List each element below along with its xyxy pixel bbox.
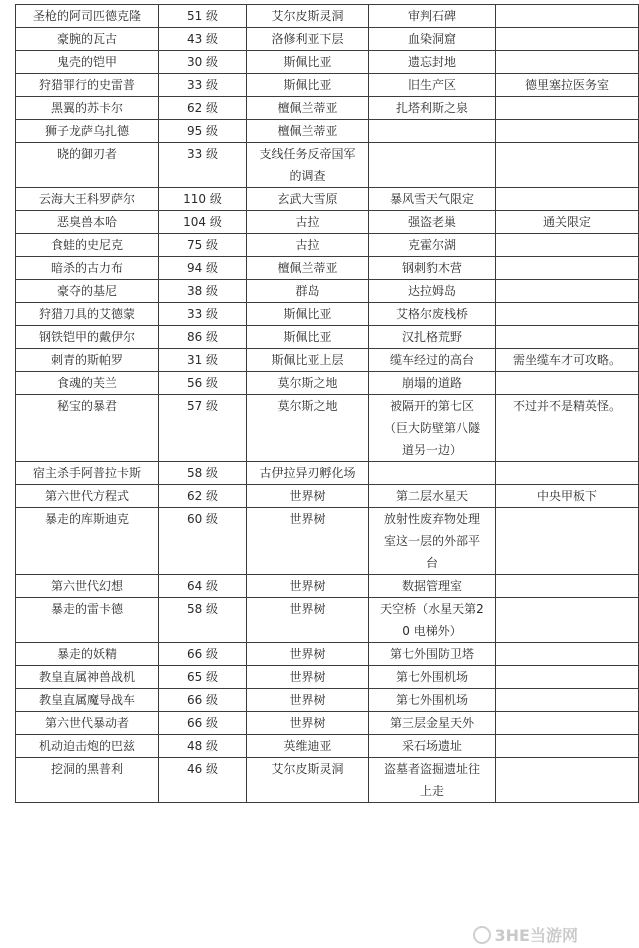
- location-cell: 强盗老巢: [369, 211, 496, 234]
- location-cell: 放射性废弃物处理室这一层的外部平台: [369, 508, 496, 575]
- monster-name-cell: 狩猎罪行的史雷普: [16, 74, 159, 97]
- region-cell: 英维迪亚: [247, 735, 369, 758]
- note-cell: [496, 643, 639, 666]
- watermark-brand: 3HE当游网: [494, 926, 578, 945]
- monster-name-cell: 第六世代方程式: [16, 485, 159, 508]
- table-row: [16, 28, 639, 51]
- swirl-logo-icon: [473, 926, 491, 944]
- level-cell: 48 级: [159, 735, 247, 758]
- monster-name-cell: 暴走的妖精: [16, 643, 159, 666]
- region-cell: 群岛: [247, 280, 369, 303]
- note-cell: [496, 462, 639, 485]
- monster-name-cell: 教皇直属神兽战机: [16, 666, 159, 689]
- note-cell: [496, 508, 639, 575]
- location-cell: [369, 143, 496, 188]
- region-cell: 世界树: [247, 643, 369, 666]
- table-row: [16, 257, 639, 280]
- table-row: [16, 598, 639, 643]
- monster-name-cell: 狩猎刀具的艾德蒙: [16, 303, 159, 326]
- monster-name-cell: 云海大王科罗萨尔: [16, 188, 159, 211]
- table-row: [16, 211, 639, 234]
- level-cell: 51 级: [159, 5, 247, 28]
- level-cell: 64 级: [159, 575, 247, 598]
- table-row: [16, 51, 639, 74]
- region-cell: 古伊拉异刃孵化场: [247, 462, 369, 485]
- table-row: [16, 372, 639, 395]
- region-cell: 世界树: [247, 575, 369, 598]
- level-cell: 31 级: [159, 349, 247, 372]
- level-cell: 46 级: [159, 758, 247, 803]
- table-row: [16, 712, 639, 735]
- level-cell: 30 级: [159, 51, 247, 74]
- table-row: [16, 395, 639, 462]
- note-cell: 需坐缆车才可攻略。: [496, 349, 639, 372]
- level-cell: 57 级: [159, 395, 247, 462]
- level-cell: 62 级: [159, 97, 247, 120]
- table-row: [16, 462, 639, 485]
- level-cell: 75 级: [159, 234, 247, 257]
- region-cell: 洛修利亚下层: [247, 28, 369, 51]
- table-row: [16, 735, 639, 758]
- note-cell: [496, 575, 639, 598]
- monster-name-cell: 鬼壳的铠甲: [16, 51, 159, 74]
- region-cell: 世界树: [247, 712, 369, 735]
- level-cell: 95 级: [159, 120, 247, 143]
- location-cell: 第七外围防卫塔: [369, 643, 496, 666]
- note-cell: [496, 120, 639, 143]
- region-cell: 斯佩比亚: [247, 326, 369, 349]
- table-row: [16, 234, 639, 257]
- table-row: [16, 326, 639, 349]
- level-cell: 60 级: [159, 508, 247, 575]
- region-cell: 支线任务反帝国军的调查: [247, 143, 369, 188]
- location-cell: 天空桥（水星天第20 电梯外）: [369, 598, 496, 643]
- location-cell: 第三层金星天外: [369, 712, 496, 735]
- location-cell: 扎塔利斯之泉: [369, 97, 496, 120]
- location-cell: 汉扎格荒野: [369, 326, 496, 349]
- table-row: [16, 5, 639, 28]
- location-cell: 遗忘封地: [369, 51, 496, 74]
- table-row: [16, 120, 639, 143]
- level-cell: 38 级: [159, 280, 247, 303]
- level-cell: 66 级: [159, 712, 247, 735]
- region-cell: 斯佩比亚: [247, 74, 369, 97]
- region-cell: 檀佩兰蒂亚: [247, 97, 369, 120]
- table-row: [16, 303, 639, 326]
- location-cell: 第二层水星天: [369, 485, 496, 508]
- level-cell: 58 级: [159, 462, 247, 485]
- level-cell: 62 级: [159, 485, 247, 508]
- level-cell: 110 级: [159, 188, 247, 211]
- monster-name-cell: 机动迫击炮的巴兹: [16, 735, 159, 758]
- location-cell: 盗墓者盗掘遗址往上走: [369, 758, 496, 803]
- region-cell: 艾尔皮斯灵洞: [247, 5, 369, 28]
- note-cell: [496, 598, 639, 643]
- note-cell: [496, 712, 639, 735]
- region-cell: 世界树: [247, 508, 369, 575]
- location-cell: 旧生产区: [369, 74, 496, 97]
- monster-name-cell: 秘宝的暴君: [16, 395, 159, 462]
- region-cell: 世界树: [247, 598, 369, 643]
- note-cell: [496, 143, 639, 188]
- region-cell: 古拉: [247, 234, 369, 257]
- location-cell: 缆车经过的高台: [369, 349, 496, 372]
- monster-name-cell: 宿主杀手阿普拉卡斯: [16, 462, 159, 485]
- table-row: [16, 758, 639, 803]
- location-cell: 暴风雪天气限定: [369, 188, 496, 211]
- location-cell: 钢刺豹木营: [369, 257, 496, 280]
- note-cell: [496, 303, 639, 326]
- note-cell: [496, 735, 639, 758]
- table-row: [16, 188, 639, 211]
- monster-name-cell: 刺青的斯帕罗: [16, 349, 159, 372]
- monster-name-cell: 教皇直属魔导战车: [16, 689, 159, 712]
- region-cell: 檀佩兰蒂亚: [247, 257, 369, 280]
- note-cell: [496, 758, 639, 803]
- monster-name-cell: 恶臭兽本哈: [16, 211, 159, 234]
- note-cell: [496, 97, 639, 120]
- location-cell: 第七外围机场: [369, 689, 496, 712]
- region-cell: 世界树: [247, 689, 369, 712]
- region-cell: 玄武大雪原: [247, 188, 369, 211]
- table-row: [16, 508, 639, 575]
- monster-name-cell: 食蛙的史尼克: [16, 234, 159, 257]
- note-cell: 通关限定: [496, 211, 639, 234]
- level-cell: 33 级: [159, 143, 247, 188]
- note-cell: [496, 28, 639, 51]
- region-cell: 檀佩兰蒂亚: [247, 120, 369, 143]
- location-cell: 艾格尔废栈桥: [369, 303, 496, 326]
- monster-name-cell: 豪夺的基尼: [16, 280, 159, 303]
- region-cell: 世界树: [247, 666, 369, 689]
- monster-name-cell: 黑翼的苏卡尔: [16, 97, 159, 120]
- location-cell: 崩塌的道路: [369, 372, 496, 395]
- region-cell: 斯佩比亚上层: [247, 349, 369, 372]
- location-cell: 克霍尔湖: [369, 234, 496, 257]
- table-row: [16, 349, 639, 372]
- monster-name-cell: 第六世代暴动者: [16, 712, 159, 735]
- monster-name-cell: 食魂的芙兰: [16, 372, 159, 395]
- location-cell: [369, 120, 496, 143]
- region-cell: 世界树: [247, 485, 369, 508]
- level-cell: 56 级: [159, 372, 247, 395]
- note-cell: [496, 51, 639, 74]
- level-cell: 43 级: [159, 28, 247, 51]
- level-cell: 86 级: [159, 326, 247, 349]
- table-row: [16, 97, 639, 120]
- level-cell: 65 级: [159, 666, 247, 689]
- region-cell: 莫尔斯之地: [247, 372, 369, 395]
- note-cell: [496, 234, 639, 257]
- table-row: [16, 666, 639, 689]
- monster-name-cell: 暗杀的古力布: [16, 257, 159, 280]
- region-cell: 斯佩比亚: [247, 303, 369, 326]
- location-cell: 数据管理室: [369, 575, 496, 598]
- table-body: [16, 5, 639, 803]
- table-row: [16, 280, 639, 303]
- site-watermark: [473, 923, 578, 946]
- table-row: [16, 575, 639, 598]
- monster-name-cell: 晓的御刃者: [16, 143, 159, 188]
- note-cell: [496, 280, 639, 303]
- table-row: [16, 74, 639, 97]
- monster-name-cell: 狮子龙萨乌扎德: [16, 120, 159, 143]
- region-cell: 艾尔皮斯灵洞: [247, 758, 369, 803]
- note-cell: 中央甲板下: [496, 485, 639, 508]
- unique-monster-table: [15, 4, 639, 803]
- location-cell: 审判石碑: [369, 5, 496, 28]
- location-cell: 采石场遗址: [369, 735, 496, 758]
- region-cell: 斯佩比亚: [247, 51, 369, 74]
- table-row: [16, 485, 639, 508]
- location-cell: 血染洞窟: [369, 28, 496, 51]
- level-cell: 33 级: [159, 303, 247, 326]
- monster-name-cell: 豪腕的瓦古: [16, 28, 159, 51]
- level-cell: 33 级: [159, 74, 247, 97]
- note-cell: [496, 689, 639, 712]
- monster-name-cell: 圣枪的阿司匹德克隆: [16, 5, 159, 28]
- region-cell: 莫尔斯之地: [247, 395, 369, 462]
- level-cell: 66 级: [159, 689, 247, 712]
- table-row: [16, 643, 639, 666]
- note-cell: [496, 5, 639, 28]
- monster-name-cell: 钢铁铠甲的戴伊尔: [16, 326, 159, 349]
- monster-name-cell: 第六世代幻想: [16, 575, 159, 598]
- monster-name-cell: 暴走的库斯迪克: [16, 508, 159, 575]
- table-row: [16, 143, 639, 188]
- level-cell: 94 级: [159, 257, 247, 280]
- location-cell: 被隔开的第七区（巨大防壁第八隧道另一边）: [369, 395, 496, 462]
- location-cell: [369, 462, 496, 485]
- note-cell: [496, 188, 639, 211]
- location-cell: 达拉姆岛: [369, 280, 496, 303]
- monster-name-cell: 挖洞的黑普利: [16, 758, 159, 803]
- level-cell: 58 级: [159, 598, 247, 643]
- note-cell: 不过并不是精英怪。: [496, 395, 639, 462]
- note-cell: [496, 372, 639, 395]
- note-cell: 德里塞拉医务室: [496, 74, 639, 97]
- monster-name-cell: 暴走的雷卡德: [16, 598, 159, 643]
- region-cell: 古拉: [247, 211, 369, 234]
- level-cell: 104 级: [159, 211, 247, 234]
- note-cell: [496, 257, 639, 280]
- note-cell: [496, 666, 639, 689]
- note-cell: [496, 326, 639, 349]
- location-cell: 第七外围机场: [369, 666, 496, 689]
- level-cell: 66 级: [159, 643, 247, 666]
- table-row: [16, 689, 639, 712]
